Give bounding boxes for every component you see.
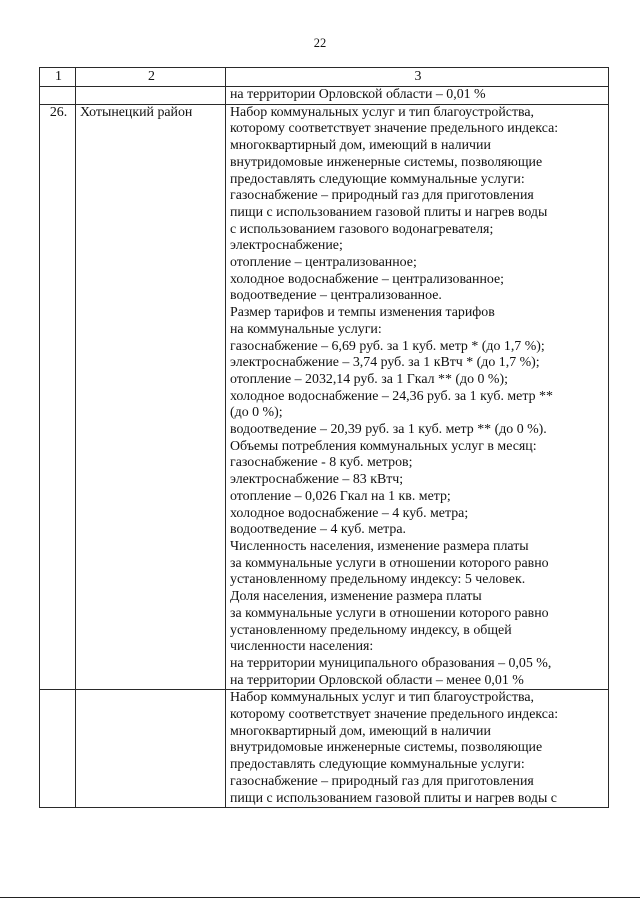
table-row-next [40,690,609,808]
text-line: газоснабжение – природный газ для приготовления [230,773,534,789]
district-name: Хотынецкий район [76,104,226,690]
text-line: с использованием газового водонагревателя; [230,221,494,237]
page-number: 22 [313,36,327,50]
description-cell [226,87,609,105]
text-line: многоквартирный дом, имеющий в наличии [230,138,491,154]
text-line: установленному предельному индексу: 5 человек. [230,572,526,588]
text-line: отопление – 0,026 Гкал на 1 кв. метр; [230,488,451,504]
text-line: предоставлять следующие коммунальные услуги: [230,757,525,773]
text-line: Набор коммунальных услуг и тип благоустройства, [230,104,535,120]
text-line: на территории Орловской области – 0,01 % [230,87,486,102]
text-line: водоотведение – 20,39 руб. за 1 куб. метр ** (до 0 %). [230,422,547,438]
text-line: внутридомовые инженерные системы, позволяющие [230,740,543,756]
text-line: пищи с использованием газовой плиты и нагрев воды [230,204,548,220]
text-line: (до 0 %); [230,405,283,421]
text-line: холодное водоснабжение – 4 куб. метра; [230,505,469,521]
tariff-table [39,67,609,808]
text-line: Размер тарифов и темпы изменения тарифов [230,305,495,321]
text-line: газоснабжение - 8 куб. метров; [230,455,413,471]
text-line: водоотведение – централизованное. [230,288,442,304]
text-line: Объемы потребления коммунальных услуг в месяц: [230,438,537,454]
text-line: холодное водоснабжение – 24,36 руб. за 1 куб. метр ** [230,388,553,404]
column-header-1: 1 [40,68,76,87]
text-line: на коммунальные услуги: [230,321,382,337]
table-header-row [40,68,609,87]
table-row-hotynets [40,104,609,690]
text-line: внутридомовые инженерные системы, позволяющие [230,154,543,170]
text-line: отопление – централизованное; [230,255,417,271]
text-line: водоотведение – 4 куб. метра. [230,522,406,538]
text-line: Набор коммунальных услуг и тип благоустройства, [230,690,535,706]
text-line: электроснабжение; [230,238,343,254]
column-header-3: 3 [226,68,609,87]
page-bottom-rule [0,897,640,898]
row-number-cell [40,87,76,105]
text-line: отопление – 2032,14 руб. за 1 Гкал ** (до 0 %); [230,371,508,387]
text-line: газоснабжение – 6,69 руб. за 1 куб. метр * (до 1,7 %); [230,338,545,354]
text-line: за коммунальные услуги в отношении которого равно [230,555,549,571]
text-line: на территории муниципального образования – 0,05 %, [230,655,552,671]
text-line: численности населения: [230,639,374,655]
row-number-cell [40,690,76,808]
text-line: Доля населения, изменение размера платы [230,589,482,605]
district-cell [76,690,226,808]
text-line: пищи с использованием газовой плиты и нагрев воды с [230,790,557,806]
text-line: газоснабжение – природный газ для приготовления [230,188,534,204]
text-line: которому соответствует значение предельного индекса: [230,707,559,723]
row-number: 26. [40,104,76,690]
description-cell [226,104,609,690]
text-line: установленному предельному индексу, в общей [230,622,512,638]
text-line: на территории Орловской области – менее 0,01 % [230,672,524,688]
text-line: холодное водоснабжение – централизованное; [230,271,505,287]
text-line: электроснабжение – 3,74 руб. за 1 кВтч * (до 1,7 %); [230,355,540,371]
text-line: многоквартирный дом, имеющий в наличии [230,723,491,739]
column-header-2: 2 [76,68,226,87]
text-line: Численность населения, изменение размера платы [230,538,529,554]
text-line: которому соответствует значение предельного индекса: [230,121,559,137]
description-cell [226,690,609,808]
text-line: электроснабжение – 83 кВтч; [230,472,404,488]
district-cell [76,87,226,105]
table-row-continuation [40,87,609,105]
text-line: за коммунальные услуги в отношении которого равно [230,605,549,621]
text-line: предоставлять следующие коммунальные услуги: [230,171,525,187]
